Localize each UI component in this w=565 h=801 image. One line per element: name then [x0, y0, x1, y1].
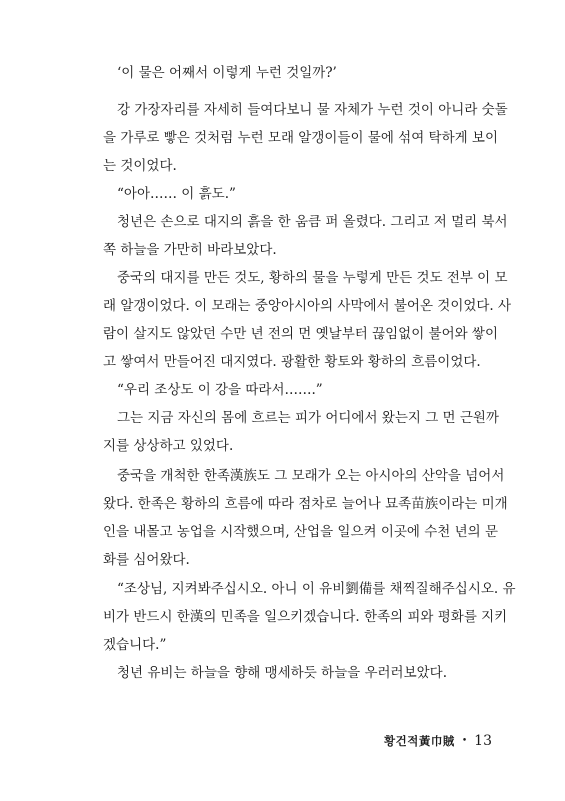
text-line: 중국을 개척한 한족漢族도 그 모래가 오는 아시아의 산악을 넘어서 — [117, 468, 505, 484]
text-line: 겠습니다.” — [103, 637, 167, 653]
text-line: 인을 내몰고 농업을 시작했으며, 산업을 일으켜 이곳에 수천 년의 문 — [103, 524, 499, 540]
text-line: 람이 살지도 않았던 수만 년 전의 먼 옛날부터 끊임없이 불어와 쌓이 — [103, 326, 499, 342]
text-line: 화를 심어왔다. — [103, 552, 190, 568]
text-line: “우리 조상도 이 강을 따라서…….” — [117, 382, 323, 398]
page-number: 13 — [474, 733, 492, 749]
running-title: 황건적黃巾賊 — [384, 734, 455, 748]
text-line: “조상님, 지켜봐주십시오. 아니 이 유비劉備를 채찍질해주십시오. 유 — [117, 581, 516, 597]
page-footer — [384, 733, 492, 749]
text-line: 중국의 대지를 만든 것도, 황하의 물을 누렇게 만든 것도 전부 이 모 — [117, 270, 508, 286]
text-line: 비가 반드시 한漢의 민족을 일으키겠습니다. 한족의 피와 평화를 지키 — [103, 609, 508, 625]
text-line: 왔다. 한족은 황하의 흐름에 따라 점차로 늘어나 묘족苗族이라는 미개 — [103, 496, 508, 512]
text-line: 래 알갱이었다. 이 모래는 중앙아시아의 사막에서 불어온 것이었다. 사 — [103, 298, 512, 314]
text-line: 쪽 하늘을 가만히 바라보았다. — [103, 242, 277, 258]
text-line: ‘이 물은 어째서 이렇게 누런 것일까?’ — [117, 65, 337, 81]
text-line: 청년 유비는 하늘을 향해 맹세하듯 하늘을 우러러보았다. — [117, 665, 447, 681]
text-line: “아아…… 이 흙도.” — [117, 186, 236, 202]
text-line: 청년은 손으로 대지의 흙을 한 움큼 퍼 올렸다. 그리고 저 멀리 북서 — [117, 214, 508, 230]
text-line: 그는 지금 자신의 몸에 흐르는 피가 어디에서 왔는지 그 먼 근원까 — [117, 410, 499, 426]
text-line: 고 쌓여서 만들어진 대지였다. 광활한 황토와 황하의 흐름이었다. — [103, 354, 481, 370]
text-line: 지를 상상하고 있었다. — [103, 438, 234, 454]
text-line: 을 가루로 빻은 것처럼 누런 모래 알갱이들이 물에 섞여 탁하게 보이 — [103, 130, 499, 146]
text-line: 강 가장자리를 자세히 들여다보니 물 자체가 누런 것이 아니라 숫돌 — [117, 102, 508, 118]
footer-separator: • — [461, 736, 468, 746]
text-line: 는 것이었다. — [103, 158, 177, 174]
